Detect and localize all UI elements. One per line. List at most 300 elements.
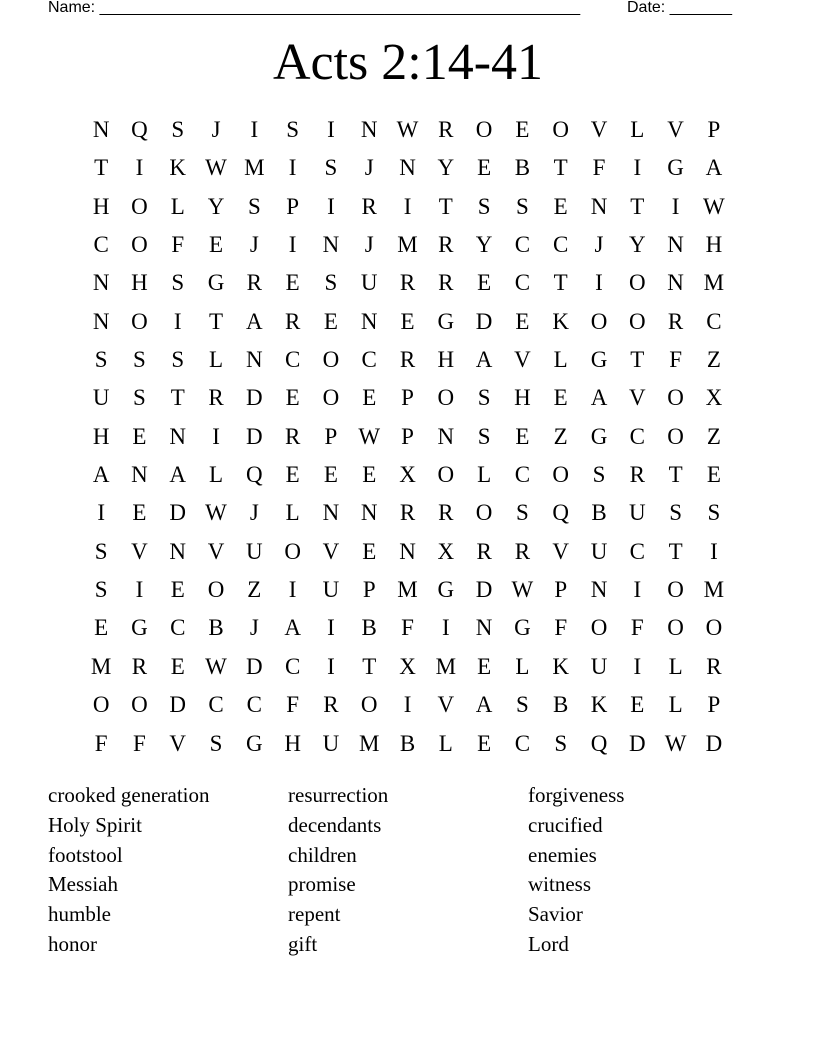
grid-letter: U: [628, 500, 646, 526]
grid-letter: R: [399, 347, 416, 373]
grid-letter: E: [515, 117, 530, 142]
grid-letter: F: [669, 347, 682, 373]
grid-letter: C: [284, 347, 301, 373]
grid-letter: T: [170, 385, 185, 411]
grid-letter: V: [590, 117, 608, 142]
grid-letter: D: [246, 423, 263, 449]
grid-letter: W: [205, 155, 227, 181]
grid-letter: Y: [475, 232, 493, 258]
grid-letter: R: [438, 117, 454, 142]
grid-letter: I: [288, 155, 297, 181]
grid-letter: J: [249, 500, 259, 526]
grid-letter: R: [284, 423, 301, 449]
word-list-item: Savior: [528, 902, 583, 927]
grid-letter: W: [358, 423, 381, 449]
grid-letter: N: [399, 538, 416, 564]
grid-letter: L: [668, 653, 683, 679]
grid-letter: A: [246, 308, 263, 334]
grid-letter: R: [361, 193, 377, 219]
grid-letter: L: [209, 347, 224, 373]
word-list-item: repent: [288, 902, 341, 927]
grid-letter: T: [553, 155, 568, 181]
grid-letter: F: [401, 615, 414, 641]
grid-letter: T: [94, 155, 109, 181]
grid-letter: G: [207, 270, 225, 296]
name-field-label: Name: ______________________________________________________: [48, 0, 581, 16]
grid-letter: O: [92, 692, 110, 718]
grid-letter: Q: [590, 730, 608, 756]
grid-letter: I: [633, 155, 642, 181]
grid-letter: S: [286, 117, 300, 142]
grid-letter: C: [629, 538, 645, 564]
grid-letter: Z: [706, 423, 721, 449]
grid-letter: A: [705, 155, 723, 181]
grid-letter: R: [399, 270, 416, 296]
grid-letter: O: [590, 615, 608, 641]
grid-letter: O: [705, 615, 723, 641]
grid-letter: I: [671, 193, 680, 219]
grid-letter: V: [169, 730, 187, 756]
grid-letter: L: [553, 347, 568, 373]
grid-letter: H: [705, 232, 723, 258]
grid-letter: U: [322, 730, 340, 756]
grid-letter: K: [552, 653, 570, 679]
grid-letter: N: [399, 155, 416, 181]
grid-letter: P: [286, 193, 300, 219]
grid-letter: G: [437, 577, 455, 603]
grid-letter: F: [630, 615, 644, 641]
grid-letter: O: [667, 423, 684, 449]
grid-letter: I: [212, 423, 220, 449]
grid-letter: O: [360, 692, 378, 718]
grid-letter: B: [361, 615, 377, 641]
word-list-item: enemies: [528, 842, 597, 867]
grid-letter: O: [437, 385, 455, 411]
grid-letter: G: [667, 155, 684, 181]
grid-letter: L: [477, 462, 492, 488]
grid-letter: N: [360, 308, 378, 334]
grid-letter: J: [249, 615, 259, 641]
grid-letter: G: [437, 308, 455, 334]
grid-letter: P: [554, 577, 568, 603]
grid-letter: O: [552, 462, 570, 488]
grid-letter: N: [667, 232, 684, 258]
grid-letter: H: [92, 423, 110, 449]
grid-letter: S: [592, 462, 606, 488]
grid-letter: E: [132, 500, 147, 526]
word-list-item: gift: [288, 931, 318, 956]
grid-letter: V: [207, 538, 225, 564]
grid-letter: A: [169, 462, 187, 488]
grid-letter: S: [133, 385, 146, 411]
grid-letter: I: [135, 155, 144, 181]
grid-letter: L: [285, 500, 300, 526]
grid-letter: O: [322, 347, 340, 373]
grid-letter: V: [628, 385, 646, 411]
grid-letter: N: [92, 308, 110, 334]
grid-letter: S: [324, 155, 338, 181]
grid-letter: O: [475, 500, 493, 526]
grid-letter: W: [703, 193, 725, 219]
grid-letter: W: [205, 653, 227, 679]
grid-letter: K: [552, 308, 570, 334]
grid-letter: S: [94, 577, 108, 603]
grid-letter: R: [514, 538, 531, 564]
grid-letter: O: [590, 308, 608, 334]
grid-letter: D: [246, 385, 263, 411]
grid-letter: K: [590, 692, 608, 718]
grid-letter: X: [437, 538, 455, 564]
grid-letter: I: [135, 577, 144, 603]
grid-letter: X: [399, 462, 416, 488]
date-field-label: Date: _______: [627, 0, 732, 16]
grid-letter: O: [628, 308, 646, 334]
grid-letter: T: [630, 193, 645, 219]
grid-letter: S: [477, 385, 491, 411]
grid-letter: M: [435, 653, 457, 679]
grid-letter: G: [514, 615, 531, 641]
grid-letter: I: [250, 117, 259, 142]
grid-letter: L: [438, 730, 453, 756]
grid-letter: H: [92, 193, 110, 219]
grid-letter: N: [92, 117, 110, 142]
grid-letter: B: [514, 155, 531, 181]
grid-letter: Z: [247, 577, 262, 603]
grid-letter: E: [170, 577, 185, 603]
grid-letter: I: [327, 615, 335, 641]
grid-letter: N: [92, 270, 110, 296]
grid-letter: E: [477, 730, 492, 756]
grid-letter: O: [322, 385, 340, 411]
grid-letter: S: [477, 423, 491, 449]
grid-letter: E: [209, 232, 224, 258]
grid-letter: P: [707, 117, 721, 142]
grid-letter: G: [131, 615, 148, 641]
grid-letter: D: [475, 308, 493, 334]
grid-letter: M: [359, 730, 380, 756]
grid-letter: E: [553, 385, 568, 411]
grid-letter: S: [516, 692, 529, 718]
grid-letter: S: [171, 270, 185, 296]
grid-letter: M: [244, 155, 265, 181]
grid-letter: G: [590, 423, 608, 449]
grid-letter: E: [400, 308, 415, 334]
grid-letter: C: [706, 308, 722, 334]
grid-letter: R: [476, 538, 492, 564]
word-list-item: forgiveness: [528, 783, 625, 807]
word-list-item: honor: [48, 931, 97, 956]
grid-letter: S: [94, 347, 108, 373]
word-list-item: witness: [528, 872, 591, 897]
grid-letter: I: [441, 615, 450, 641]
grid-letter: S: [133, 347, 146, 373]
grid-letter: I: [97, 500, 105, 526]
grid-letter: O: [284, 538, 301, 564]
grid-letter: M: [703, 270, 725, 296]
grid-letter: N: [169, 538, 187, 564]
grid-letter: C: [208, 692, 224, 718]
grid-letter: A: [475, 692, 493, 718]
grid-letter: S: [516, 500, 529, 526]
grid-letter: P: [401, 385, 414, 411]
grid-letter: I: [288, 577, 297, 603]
grid-letter: L: [515, 653, 530, 679]
grid-letter: O: [628, 270, 646, 296]
grid-letter: N: [169, 423, 187, 449]
grid-letter: D: [169, 500, 187, 526]
word-list-item: decendants: [288, 812, 382, 837]
page-title: Acts 2:14-41: [272, 34, 544, 91]
grid-letter: E: [94, 615, 109, 641]
grid-letter: G: [246, 730, 263, 756]
word-list-item: crucified: [528, 812, 603, 837]
grid-letter: P: [401, 423, 414, 449]
grid-letter: E: [630, 692, 645, 718]
grid-letter: B: [208, 615, 224, 641]
grid-letter: N: [131, 462, 148, 488]
grid-letter: C: [514, 270, 531, 296]
grid-letter: V: [514, 347, 531, 373]
grid-letter: S: [516, 193, 529, 219]
grid-letter: U: [92, 385, 110, 411]
grid-letter: C: [246, 692, 262, 718]
grid-letter: M: [397, 232, 418, 258]
grid-letter: Y: [207, 193, 225, 219]
grid-letter: N: [360, 500, 378, 526]
grid-letter: M: [90, 653, 112, 679]
grid-letter: D: [705, 730, 723, 756]
grid-letter: C: [514, 462, 531, 488]
grid-letter: N: [590, 193, 608, 219]
grid-letter: U: [360, 270, 378, 296]
grid-letter: J: [249, 232, 259, 258]
grid-letter: B: [553, 692, 569, 718]
grid-letter: W: [205, 500, 227, 526]
grid-letter: I: [633, 653, 642, 679]
grid-letter: N: [360, 117, 378, 142]
grid-letter: E: [477, 155, 492, 181]
grid-letter: C: [361, 347, 377, 373]
grid-letter: T: [668, 538, 683, 564]
grid-letter: Y: [437, 155, 455, 181]
grid-letter: F: [554, 615, 568, 641]
grid-letter: Q: [131, 117, 148, 142]
grid-letter: O: [667, 385, 684, 411]
grid-letter: U: [590, 538, 608, 564]
grid-letter: H: [514, 385, 531, 411]
grid-letter: B: [399, 730, 416, 756]
grid-letter: E: [477, 653, 492, 679]
grid-letter: C: [170, 615, 186, 641]
grid-letter: J: [364, 155, 374, 181]
grid-letter: S: [209, 730, 223, 756]
grid-letter: T: [362, 653, 377, 679]
grid-letter: F: [286, 692, 300, 718]
grid-letter: T: [209, 308, 224, 334]
grid-letter: I: [403, 692, 412, 718]
word-list: [48, 781, 768, 960]
grid-letter: S: [707, 500, 721, 526]
grid-letter: O: [475, 117, 493, 142]
grid-letter: O: [667, 577, 684, 603]
grid-letter: I: [327, 117, 335, 142]
grid-letter: D: [246, 653, 263, 679]
grid-letter: W: [511, 577, 534, 603]
grid-letter: E: [323, 308, 338, 334]
grid-letter: S: [94, 538, 108, 564]
grid-letter: C: [93, 232, 109, 258]
grid-letter: R: [246, 270, 262, 296]
grid-letter: S: [324, 270, 338, 296]
grid-letter: L: [209, 462, 224, 488]
grid-letter: E: [477, 270, 492, 296]
grid-letter: M: [397, 577, 418, 603]
grid-letter: P: [324, 423, 338, 449]
grid-letter: C: [284, 653, 301, 679]
grid-letter: C: [629, 423, 645, 449]
grid-letter: Z: [553, 423, 568, 449]
grid-letter: J: [364, 232, 374, 258]
grid-letter: O: [437, 462, 455, 488]
word-list-item: crooked generation: [48, 783, 210, 807]
grid-letter: E: [553, 193, 568, 219]
grid-letter: I: [710, 538, 718, 564]
grid-letter: N: [246, 347, 263, 373]
grid-letter: N: [590, 577, 608, 603]
grid-letter: N: [475, 615, 493, 641]
grid-letter: H: [131, 270, 148, 296]
grid-letter: E: [285, 270, 300, 296]
grid-letter: E: [515, 308, 530, 334]
grid-letter: D: [628, 730, 646, 756]
grid-letter: K: [169, 155, 187, 181]
grid-letter: Q: [246, 462, 263, 488]
grid-letter: M: [703, 577, 725, 603]
grid-letter: F: [94, 730, 108, 756]
grid-letter: H: [284, 730, 301, 756]
grid-letter: R: [399, 500, 416, 526]
grid-letter: L: [668, 692, 683, 718]
grid-letter: R: [438, 270, 454, 296]
grid-letter: X: [705, 385, 723, 411]
word-list-item: Lord: [528, 931, 569, 956]
grid-letter: D: [475, 577, 493, 603]
grid-letter: W: [396, 117, 419, 142]
grid-letter: Q: [552, 500, 570, 526]
grid-letter: Y: [628, 232, 646, 258]
grid-letter: E: [285, 385, 300, 411]
grid-letter: N: [322, 232, 340, 258]
grid-letter: A: [590, 385, 608, 411]
word-list-item: humble: [48, 902, 111, 927]
grid-letter: F: [592, 155, 606, 181]
grid-letter: E: [515, 423, 530, 449]
word-list-item: promise: [288, 872, 356, 897]
grid-letter: R: [323, 692, 339, 718]
grid-letter: T: [668, 462, 683, 488]
grid-letter: T: [438, 193, 453, 219]
grid-letter: V: [552, 538, 570, 564]
grid-letter: R: [629, 462, 645, 488]
grid-letter: R: [284, 308, 301, 334]
grid-letter: I: [327, 193, 335, 219]
grid-letter: U: [246, 538, 263, 564]
header: [0, 0, 816, 19]
grid-letter: C: [553, 232, 569, 258]
grid-letter: C: [514, 232, 531, 258]
grid-letter: N: [667, 270, 684, 296]
grid-letter: J: [594, 232, 604, 258]
grid-letter: I: [288, 232, 297, 258]
grid-letter: R: [131, 653, 148, 679]
grid-letter: E: [285, 462, 300, 488]
grid-letter: I: [403, 193, 412, 219]
grid-letter: S: [171, 117, 185, 142]
grid-letter: I: [173, 308, 182, 334]
grid-letter: O: [131, 308, 148, 334]
word-search-grid: [82, 111, 733, 763]
grid-letter: S: [669, 500, 682, 526]
grid-letter: U: [590, 653, 608, 679]
grid-letter: E: [362, 385, 377, 411]
grid-letter: C: [514, 730, 531, 756]
grid-letter: X: [399, 653, 416, 679]
grid-letter: P: [362, 577, 376, 603]
grid-letter: O: [552, 117, 570, 142]
grid-letter: E: [132, 423, 147, 449]
grid-letter: O: [667, 615, 684, 641]
word-list-item: resurrection: [288, 783, 389, 807]
grid-letter: S: [247, 193, 261, 219]
grid-letter: R: [706, 653, 722, 679]
grid-letter: F: [171, 232, 185, 258]
word-list-item: footstool: [48, 842, 123, 867]
grid-letter: E: [362, 462, 377, 488]
grid-letter: A: [475, 347, 493, 373]
grid-letter: R: [667, 308, 684, 334]
grid-letter: S: [477, 193, 491, 219]
grid-letter: R: [438, 232, 454, 258]
grid-letter: I: [633, 577, 642, 603]
grid-letter: J: [211, 117, 221, 142]
grid-letter: B: [591, 500, 607, 526]
grid-letter: I: [595, 270, 603, 296]
grid-letter: H: [437, 347, 455, 373]
grid-letter: S: [554, 730, 568, 756]
grid-letter: I: [327, 653, 335, 679]
grid-letter: V: [322, 538, 340, 564]
grid-letter: O: [207, 577, 225, 603]
grid-letter: U: [322, 577, 340, 603]
grid-letter: N: [437, 423, 455, 449]
grid-letter: S: [171, 347, 185, 373]
grid-letter: T: [553, 270, 568, 296]
grid-letter: W: [664, 730, 687, 756]
grid-letter: V: [667, 117, 684, 142]
grid-letter: A: [284, 615, 301, 641]
grid-letter: F: [133, 730, 146, 756]
grid-letter: P: [707, 692, 721, 718]
grid-letter: E: [170, 653, 185, 679]
grid-letter: L: [630, 117, 645, 142]
grid-letter: R: [438, 500, 454, 526]
grid-letter: V: [437, 692, 455, 718]
grid-letter: L: [170, 193, 185, 219]
grid-letter: O: [131, 692, 148, 718]
grid-letter: N: [322, 500, 340, 526]
word-list-item: children: [288, 842, 357, 867]
grid-letter: O: [131, 232, 148, 258]
